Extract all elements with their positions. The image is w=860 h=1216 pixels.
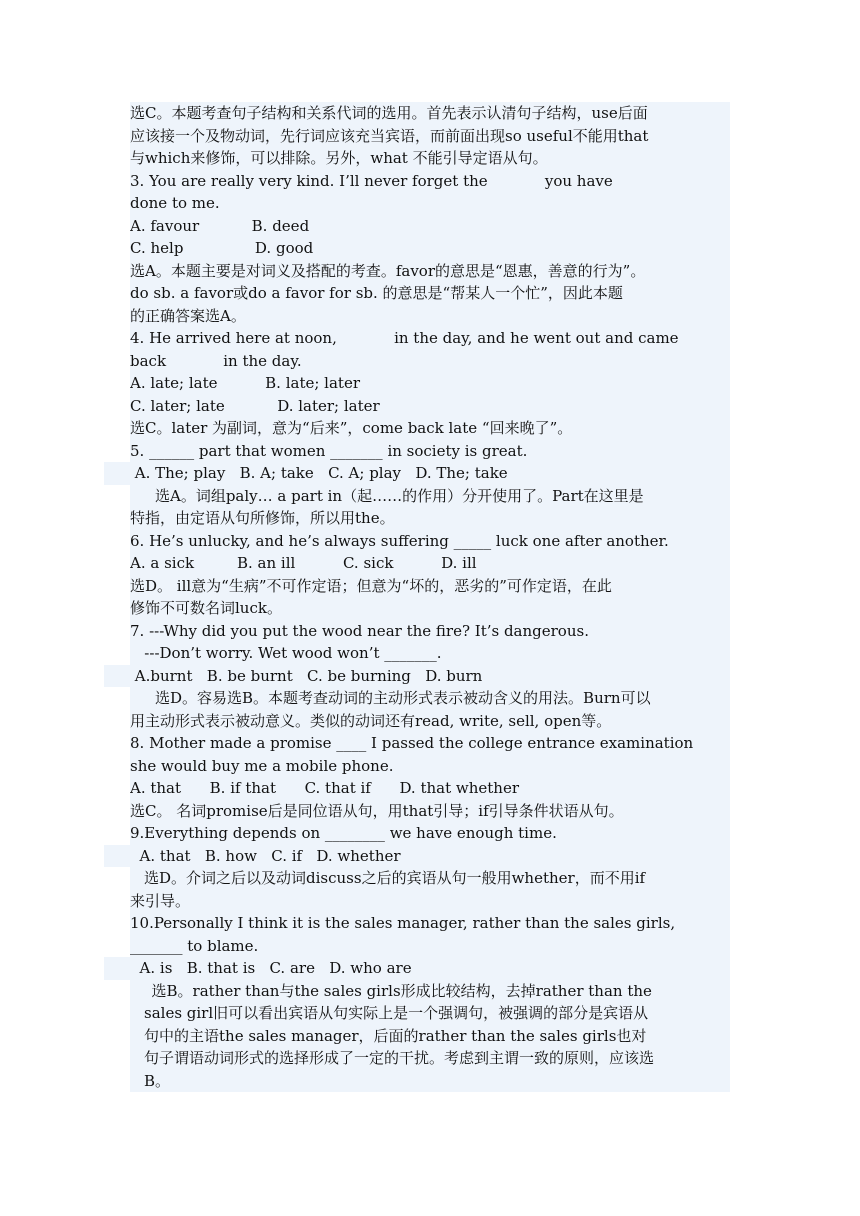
- line-text: A. favour B. deed: [130, 216, 310, 235]
- text-line: [104, 665, 730, 688]
- text-line: [130, 800, 730, 823]
- line-text: 8. Mother made a promise ____ I passed the college entrance examination: [130, 734, 694, 752]
- text-line: [130, 507, 730, 530]
- line-text: ---Don’t worry. Wet wood won’t _______.: [130, 644, 442, 662]
- line-text: 选C。 名词promise后是同位语从句，用that引导；if引导条件状语从句。: [130, 801, 624, 820]
- line-text: done to me.: [130, 194, 220, 212]
- line-text: 3. You are really very kind. I’ll never forget the you have: [130, 171, 613, 190]
- line-text: 选C。本题考查句子结构和关系代词的选用。首先表示认清句子结构，use后面: [130, 104, 648, 122]
- text-line: [130, 552, 730, 575]
- text-line: [130, 575, 730, 598]
- line-text: A. that B. if that C. that if D. that whether: [130, 779, 520, 797]
- line-text: 用主动形式表示被动意义。类似的动词还有read, write, sell, open等。: [130, 711, 612, 730]
- text-line: [104, 957, 730, 980]
- text-line: [130, 372, 730, 395]
- line-text: 句子谓语动词形式的选择形成了一定的干扰。考虑到主谓一致的原则，应该选: [144, 1049, 655, 1067]
- line-text: C. help D. good: [130, 239, 314, 257]
- line-text: B。: [144, 1071, 171, 1090]
- text-line: [130, 147, 730, 170]
- line-text: 与which来修饰，可以排除。另外，what 不能引导定语从句。: [130, 149, 548, 167]
- line-text: 选A。词组paly… a part in（起……的作用）分开使用了。Part在这里是: [155, 486, 644, 505]
- text-line: [130, 440, 730, 463]
- line-text: A. The; play B. A; take C. A; play D. The; take: [130, 464, 508, 482]
- text-line: [130, 822, 730, 845]
- line-text: 7. ---Why did you put the wood near the fire? It’s dangerous.: [130, 621, 589, 640]
- text-line: [130, 710, 730, 733]
- line-text: she would buy me a mobile phone.: [130, 756, 394, 775]
- text-line: [130, 1070, 730, 1093]
- text-line: [130, 890, 730, 913]
- line-text: C. later; late D. later; later: [130, 396, 380, 415]
- text-line: [130, 170, 730, 193]
- text-line: [130, 350, 730, 373]
- line-text: 选B。rather than与the sales girls形成比较结构，去掉rather than the: [142, 981, 652, 1000]
- text-line: [130, 867, 730, 890]
- text-line: [104, 845, 730, 868]
- line-text: 选C。later 为副词，意为“后来”，come back late “回来晚了”。: [130, 419, 573, 437]
- document-body: [130, 102, 730, 1092]
- line-text: 的正确答案选A。: [130, 306, 246, 325]
- text-line: [130, 192, 730, 215]
- text-line: [130, 485, 730, 508]
- text-line: [130, 620, 730, 643]
- line-text: 特指，由定语从句所修饰，所以用the。: [130, 509, 395, 527]
- line-text: 6. He’s unlucky, and he’s always suffering _____ luck one after another.: [130, 531, 669, 550]
- line-text: 选D。容易选B。本题考查动词的主动形式表示被动含义的用法。Burn可以: [155, 689, 651, 707]
- line-text: 选D。介词之后以及动词discuss之后的宾语从句一般用whether，而不用if: [144, 869, 646, 887]
- line-text: 4. He arrived here at noon, in the day, and he went out and came: [130, 329, 679, 347]
- text-line: [130, 1002, 730, 1025]
- text-line: [130, 417, 730, 440]
- line-text: 应该接一个及物动词，先行词应该充当宾语，而前面出现so useful不能用that: [130, 126, 649, 145]
- line-text: _______ to blame.: [130, 936, 259, 955]
- text-line: [130, 777, 730, 800]
- text-line: [130, 530, 730, 553]
- text-line: [130, 282, 730, 305]
- text-line: [130, 755, 730, 778]
- line-text: 5. ______ part that women _______ in society is great.: [130, 441, 528, 460]
- text-line: [130, 237, 730, 260]
- text-line: [130, 732, 730, 755]
- text-line: [130, 980, 730, 1003]
- line-text: back in the day.: [130, 351, 302, 370]
- text-line: [130, 215, 730, 238]
- text-line: [130, 597, 730, 620]
- line-text: 选D。 ill意为“生病”不可作定语；但意为“坏的，恶劣的”可作定语，在此: [130, 576, 612, 595]
- line-text: 修饰不可数名词luck。: [130, 599, 282, 617]
- line-text: 选A。本题主要是对词义及搭配的考查。favor的意思是“恩惠，善意的行为”。: [130, 261, 646, 280]
- line-text: sales girl旧可以看出宾语从句实际上是一个强调句，被强调的部分是宾语从: [144, 1004, 649, 1022]
- line-text: 句中的主语the sales manager，后面的rather than the sales girls也对: [144, 1026, 647, 1045]
- text-line: [130, 912, 730, 935]
- line-text: A. that B. how C. if D. whether: [130, 846, 401, 865]
- text-line: [130, 642, 730, 665]
- text-line: [130, 125, 730, 148]
- text-line: [130, 395, 730, 418]
- line-text: 9.Everything depends on ________ we have enough time.: [130, 824, 557, 842]
- line-text: 10.Personally I think it is the sales manager, rather than the sales girls,: [130, 914, 676, 932]
- line-text: A. a sick B. an ill C. sick D. ill: [130, 554, 477, 572]
- text-line: [130, 102, 730, 125]
- text-line: [130, 327, 730, 350]
- text-line: [130, 1025, 730, 1048]
- line-text: A. is B. that is C. are D. who are: [130, 959, 412, 977]
- text-line: [130, 305, 730, 328]
- text-line: [130, 260, 730, 283]
- text-line: [130, 1047, 730, 1070]
- text-line: [130, 687, 730, 710]
- line-text: do sb. a favor或do a favor for sb. 的意思是“帮某人一个忙”，因此本题: [130, 284, 623, 302]
- line-text: A. late; late B. late; later: [130, 374, 361, 392]
- line-text: A.burnt B. be burnt C. be burning D. burn: [130, 666, 483, 685]
- text-line: [104, 462, 730, 485]
- text-line: [130, 935, 730, 958]
- line-text: 来引导。: [130, 891, 191, 910]
